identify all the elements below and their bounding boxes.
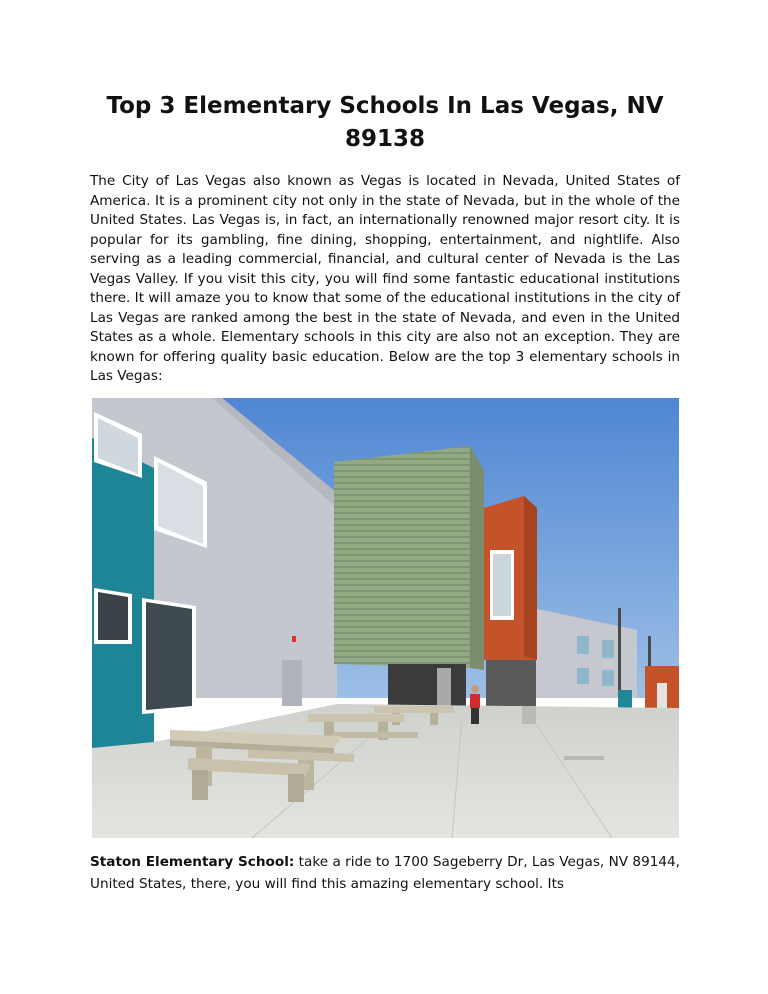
document-title: Top 3 Elementary Schools In Las Vegas, NV 89138 [106,93,664,152]
school-name-heading: Staton Elementary School: [90,854,295,870]
school-building-photo [92,398,679,838]
intro-paragraph: The City of Las Vegas also known as Vegas is located in Nevada, United States of America. It is a prominent city not only in the state of Nevada, but in the whole of the United States. Las Vegas is, in fact, an internationally renowned major resort city. It is popular for its gambling, fine dining, shopping, entertainment, and nightlife. Also serving as a leading commercial, financial, and cultural center of Nevada is the Las Vegas Valley. If you visit this city, you will find some fantastic educational institutions there. It will amaze you to know that some of the educational institutions in the city of Las Vegas are ranked among the best in the state of Nevada, and even in the United States as a whole. Elementary schools in this city are also not an exception. They are known for offering quality basic education. Below are the top 3 elementary schools in Las Vegas: [90,173,680,384]
school-section-paragraph [90,851,680,895]
school-section-text: take a ride to 1700 Sageberry Dr, Las Vegas, NV 89144, United States, there, you will find this amazing elementary school. Its [90,854,680,892]
